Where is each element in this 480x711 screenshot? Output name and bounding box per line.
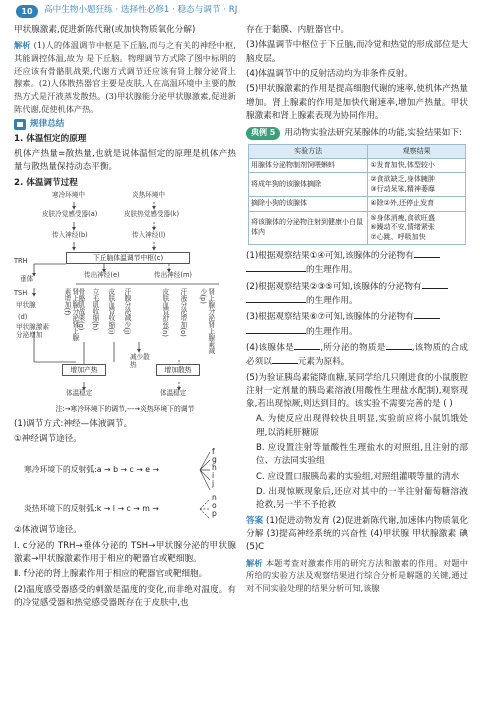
analysis-tag: 解析 bbox=[14, 40, 31, 51]
receptor-note-cont: 存在于黏膜、内脏器官中。 bbox=[246, 25, 350, 35]
choice-paren[interactable]: ( ) bbox=[443, 399, 453, 410]
label-cold-env: 寒冷环境中 bbox=[52, 191, 85, 200]
page-header bbox=[0, 0, 480, 22]
option-b: B. 应设置注射等量酸性生理盐水的对照组,且注射的部位、方法同实验组 bbox=[256, 443, 468, 467]
table-cell: ⑤身体消瘦,食欲旺盛 ⑥躁动不安,情绪紧张 ⑦心跳、呼吸加快 bbox=[368, 211, 466, 244]
table-cell: 摘除小狗的该腺体 bbox=[249, 197, 368, 211]
option-c: C. 应设置口服胰岛素的实验组,对照组灌喂等量的清水 bbox=[256, 471, 460, 482]
cold-reflex-text: 寒冷环境下的反射弧:a → b → c → e → bbox=[24, 465, 160, 475]
answer-blank[interactable] bbox=[272, 355, 298, 364]
point-3: (3)体温调节中枢位于下丘脑,而冷觉和热觉的形成部位是大脑皮层。 bbox=[246, 40, 468, 64]
analysis-text: (1)人的体温调节中枢是下丘脑,而与之有关的神经中枢,其能调控体温,故为 是下丘脑。物理调节方式除了图中标明的还应该有骨骼肌战栗,代谢方式调节还应该有肾上腺分泌肾上腺素。(2)人体散热器官主要是皮肤,人在高温环境中主要的散热方式是汗液蒸发散热。(3)甲状腺能分泌甲状腺激素,促进新陈代谢,促使机体产热。 bbox=[14, 40, 236, 114]
cold-reflex-arc bbox=[24, 448, 236, 494]
label-afferent-l: 传入神经(l) bbox=[132, 231, 166, 240]
label-effector-o: 汗液分泌增加(o) bbox=[178, 288, 187, 337]
subq-2-tail: 的生理作用。 bbox=[306, 295, 358, 306]
point-5: (5)甲状腺激素的作用是提高细胞代谢的速率,使机体产热量增加。肾上腺素的作用是加快代谢速率,增加产热量。甲状腺激素和肾上腺素表现为协同作用。 bbox=[246, 84, 468, 121]
label-effector-n: 皮肤血管舒张(n) bbox=[160, 288, 169, 338]
answer-paragraph bbox=[246, 515, 468, 555]
subq-3-text: (3)根据观察结果⑥⑦可知,该腺体的分泌物有 bbox=[246, 312, 414, 323]
subq-4-text-b: ,所分泌的物质是 bbox=[320, 342, 386, 353]
label-effector-j: 汗腺分泌减少(j) bbox=[122, 288, 131, 335]
effector-o: o bbox=[212, 501, 217, 511]
subq-1-text: (1)根据观察结果①④可知,该腺体的分泌物有 bbox=[246, 251, 414, 261]
label-hot-env: 炎热环境中 bbox=[132, 191, 165, 200]
label-trh: TRH bbox=[14, 257, 28, 266]
principle-text: 机体产热量=散热量,也就是说体温恒定的原理是机体产热量与散热量保持动态平衡。 bbox=[14, 149, 236, 173]
hypothalamus-center-box: 下丘脑体温调节中枢(c) bbox=[66, 252, 190, 264]
table-header-method: 实验方法 bbox=[249, 144, 368, 158]
explanation-tag: 解析 bbox=[246, 557, 263, 568]
subq-2 bbox=[246, 280, 468, 309]
table-cell: 用腺体分泌物制剂饲喂蝌蚪 bbox=[249, 158, 368, 172]
answer-text: (1)促进动物发育 (2)促进新陈代谢,加速体内物质氧化分解 (3)提高神经系统的兴奋性 (4)甲状腺 甲状腺激素 碘 (5)C bbox=[246, 515, 468, 553]
answer-blank[interactable] bbox=[422, 280, 448, 289]
subq-2-text: (2)根据观察结果②③⑤可知,该腺体的分泌物有 bbox=[246, 281, 422, 292]
hot-reflex-text: 炎热环境下的反射弧:k → l → c → m → bbox=[24, 504, 159, 514]
effector-i: i bbox=[212, 471, 215, 481]
label-stable-1: 体温稳定 bbox=[66, 389, 93, 398]
subq-4 bbox=[246, 341, 468, 370]
thermoregulation-diagram bbox=[14, 192, 236, 402]
cold-effectors-list bbox=[212, 448, 217, 488]
label-effector-i: 皮肤血管收缩(i) bbox=[106, 288, 115, 335]
table-cell: ②食欲缺乏,身体臃肿 ③行动呆笨,精神萎靡 bbox=[368, 173, 466, 197]
label-effector-h: 立毛肌收缩(h) bbox=[90, 288, 99, 331]
summary-icon bbox=[14, 119, 26, 130]
subq-3-tail: 的生理作用。 bbox=[306, 326, 358, 337]
table-row bbox=[249, 211, 466, 244]
hot-reflex-arc bbox=[24, 494, 236, 524]
label-reduce-heat-loss: 减少散热 bbox=[130, 353, 150, 369]
answer-blank[interactable] bbox=[414, 249, 440, 258]
example-intro bbox=[246, 127, 468, 140]
regulation-mode: (1)调节方式:神经—体液调节。 bbox=[14, 418, 133, 429]
label-effector-p: 肾上腺分泌肾上腺素减少(p) bbox=[198, 288, 215, 355]
label-pituitary: 垂体 bbox=[20, 275, 34, 284]
answer-blank[interactable] bbox=[414, 310, 440, 319]
receptor-note: (2)温度感受器感受的刺激是温度的变化,而非绝对温度。有的冷觉感受器和热觉感受器既存在于皮肤中,也 bbox=[14, 584, 236, 608]
effector-h: h bbox=[212, 463, 217, 473]
option-a: A. 为使反应出现得较快且明显,实验前应将小鼠饥饿处理,以消耗肝糖原 bbox=[256, 414, 468, 438]
subq-3 bbox=[246, 310, 468, 339]
increase-dissipation-box: 增加散热 bbox=[156, 364, 200, 376]
subq-1-tail: 的生理作用。 bbox=[306, 265, 358, 276]
left-column bbox=[14, 24, 236, 612]
answer-blank[interactable] bbox=[246, 294, 306, 303]
effector-f: f bbox=[212, 447, 215, 457]
effector-g: g bbox=[212, 455, 217, 465]
point-4: (4)体温调节中的反射活动均为非条件反射。 bbox=[246, 68, 413, 79]
label-afferent-b: 传入神经(b) bbox=[52, 231, 88, 240]
label-stable-2: 体温稳定 bbox=[160, 389, 187, 398]
label-efferent-e: 传出神经(e) bbox=[84, 271, 120, 280]
subq-4-text-a: (4)该腺体是 bbox=[246, 342, 295, 353]
diagram-note: 注:→寒冷环境下的调节,---→炎热环境下的调节 bbox=[55, 405, 195, 414]
table-cell: ④除②外,还停止发育 bbox=[368, 197, 466, 211]
running-title: 高中生物小题狂练 · 选择性必修1 · 稳态与调节 · RJ bbox=[44, 5, 238, 16]
answer-tag: 答案 bbox=[246, 515, 264, 526]
right-column bbox=[246, 24, 468, 597]
answer-blank[interactable] bbox=[246, 325, 306, 334]
explanation-paragraph bbox=[246, 557, 468, 595]
increase-heat-box: 增加产热 bbox=[62, 364, 106, 376]
humoral-route-2: Ⅱ. f分泌的肾上腺素作用于相应的靶器官或靶细胞。 bbox=[14, 569, 208, 580]
answer-blank[interactable] bbox=[246, 263, 306, 272]
label-thyroid-hormone-up: 甲状腺激素分泌增加 bbox=[16, 323, 49, 339]
subq-5-text: (5)为验证胰岛素能降血糖,某同学给几只刚进食的小鼠腹腔注射一定剂量的胰岛素溶液(用酸性生理盐水配制),观察现象,若出现惊厥,则达到目的。该实验不需要完善的是 bbox=[246, 372, 468, 410]
label-tsh: TSH bbox=[14, 289, 28, 298]
table-header-row bbox=[249, 144, 466, 158]
table-cell: 将成年狗的该腺体摘除 bbox=[249, 173, 368, 197]
heading-process: 2. 体温调节过程 bbox=[14, 177, 78, 188]
experiment-table bbox=[248, 144, 466, 246]
subq-5 bbox=[246, 372, 468, 412]
example-text: 用动物实验法研究某腺体的功能,实验结果如下: bbox=[284, 128, 462, 139]
answer-blank[interactable] bbox=[294, 341, 320, 350]
answer-tail: 甲状腺激素,促进新陈代谢(或加快物质氧化分解) bbox=[14, 25, 196, 35]
label-efferent-m: 传出神经(m) bbox=[154, 271, 192, 280]
summary-title: 规律总结 bbox=[30, 118, 65, 129]
label-effector-f: 肾上腺分泌肾上腺素增加(f) bbox=[62, 288, 79, 341]
table-cell: ①发育加快,体型较小 bbox=[368, 158, 466, 172]
label-d: (d) bbox=[18, 313, 28, 322]
brace-icon bbox=[198, 496, 212, 522]
label-effector-g: 骨骼肌战栗(g) bbox=[76, 288, 85, 331]
humoral-pathway-title: ②体液调节途径。 bbox=[14, 525, 82, 536]
page-number: 10 bbox=[16, 5, 38, 18]
table-row bbox=[249, 197, 466, 211]
neural-pathway-title: ①神经调节途径。 bbox=[14, 433, 82, 444]
effector-n: n bbox=[212, 493, 217, 503]
label-hot-receptor: 皮肤热觉感受器(k) bbox=[124, 210, 180, 219]
effector-j: j bbox=[212, 479, 215, 489]
humoral-route-1: Ⅰ. c分泌的 TRH→垂体分泌的 TSH→甲状腺分泌的甲状腺激素→甲状腺激素作用于相应的靶器官或靶细胞。 bbox=[14, 540, 236, 564]
subq-4-text-d: 元素为原料。 bbox=[297, 357, 350, 368]
table-row bbox=[249, 173, 466, 197]
explanation-text: 本题考查对激素作用的研究方法和激素的作用。对题中所给的实验方法及观察结果进行综合分析是解题的关键,通过对不同实验处理的结果分析可知,该腺 bbox=[246, 557, 468, 593]
answer-blank[interactable] bbox=[386, 341, 412, 350]
table-header-result: 观察结果 bbox=[368, 144, 466, 158]
label-thyroid: 甲状腺 bbox=[16, 301, 36, 310]
summary-section-heading bbox=[14, 118, 236, 131]
subq-1 bbox=[246, 249, 468, 278]
label-cold-receptor: 皮肤冷觉感受器(a) bbox=[42, 210, 98, 219]
hot-effectors-list bbox=[212, 494, 217, 518]
subq-4-text-c: ,该物质的合成必须以 bbox=[246, 342, 469, 368]
table-row bbox=[249, 158, 466, 172]
brace-icon bbox=[198, 450, 212, 492]
analysis-paragraph bbox=[14, 39, 236, 115]
example-tag: 典例 5 bbox=[246, 127, 280, 139]
effector-p: p bbox=[212, 509, 217, 519]
option-d: D. 出现惊厥现象后,还应对其中的一半注射葡萄糖溶液抢救,另一半不予抢救 bbox=[256, 487, 468, 511]
table-cell: 将该腺体的分泌物注射到健康小白鼠体内 bbox=[249, 211, 368, 244]
heading-principle: 1. 体温恒定的原理 bbox=[14, 133, 87, 144]
